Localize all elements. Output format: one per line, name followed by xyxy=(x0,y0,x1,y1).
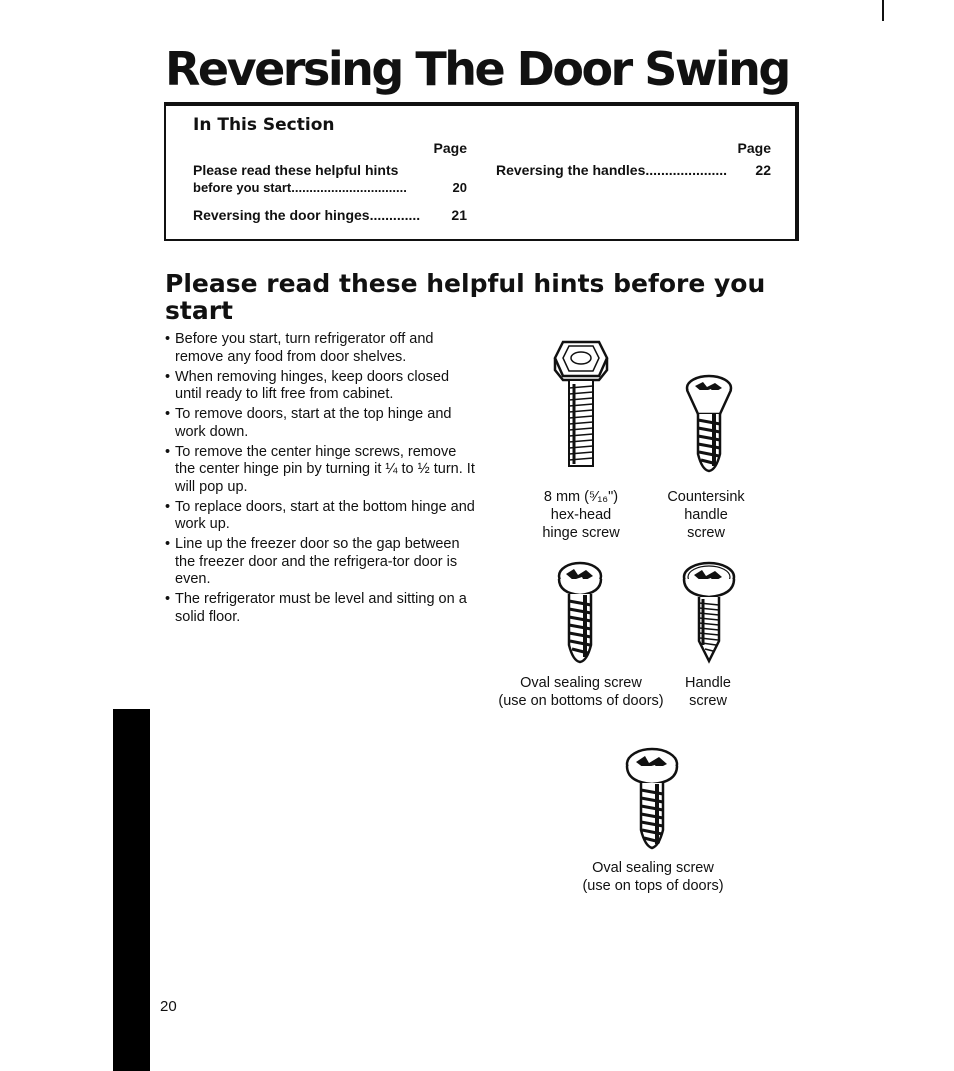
toc-entry-page: 20 xyxy=(452,180,467,195)
section-tab-bar xyxy=(113,709,150,1071)
toc-heading: In This Section xyxy=(193,115,335,135)
caption-line: 8 mm (⁵⁄₁₆") xyxy=(543,489,619,505)
caption-line: Oval sealing screw xyxy=(520,675,642,691)
oval-screw-top-caption xyxy=(563,859,743,895)
hint-item: • To remove doors, start at the top hinge and work down. xyxy=(165,406,475,441)
oval-sealing-screw-top-icon xyxy=(624,746,680,852)
caption-line: Oval sealing screw xyxy=(592,860,714,876)
caption-line: Handle xyxy=(685,675,731,691)
toc-entry-label: Reversing the door hinges xyxy=(193,207,370,223)
caption-line: handle xyxy=(684,507,728,523)
oval-screw-bottom-caption xyxy=(486,674,676,710)
in-this-section-box xyxy=(164,102,799,241)
toc-entry-label: Reversing the handles xyxy=(496,162,646,178)
toc-entry-hints[interactable] xyxy=(193,180,467,195)
handle-screw-caption xyxy=(670,674,746,710)
hint-item: • Line up the freezer door so the gap between the freezer door and the refrigera-tor door is even. xyxy=(165,536,475,589)
countersink-screw-caption xyxy=(650,488,762,542)
toc-entry-label: before you start xyxy=(193,180,292,195)
countersink-screw-icon xyxy=(684,374,734,474)
hints-list xyxy=(165,331,475,629)
toc-dot-leader: ................................ xyxy=(291,180,407,195)
toc-page-label-left: Page xyxy=(433,140,467,156)
toc-dot-leader: ............. xyxy=(369,207,421,223)
caption-line: hex-head xyxy=(550,507,612,523)
caption-line: screw xyxy=(687,525,725,541)
caption-line: hinge screw xyxy=(542,525,620,541)
page-edge-mark xyxy=(882,0,884,21)
caption-line: Countersink xyxy=(667,489,745,505)
hex-screw-caption xyxy=(521,488,641,542)
section-heading: Please read these helpful hints before you start xyxy=(165,269,766,325)
toc-page-label-right: Page xyxy=(737,140,771,156)
toc-entry-hinges[interactable] xyxy=(193,207,467,223)
oval-sealing-screw-bottom-icon xyxy=(555,561,605,665)
hint-item: • To remove the center hinge screws, remove the center hinge pin by turning it ¼ to ½ turn. It will pop up. xyxy=(165,444,475,497)
toc-entry-hints-line1: Please read these helpful hints xyxy=(193,162,399,178)
handle-screw-icon xyxy=(681,561,737,665)
hint-item: • When removing hinges, keep doors closed until ready to lift free from cabinet. xyxy=(165,369,475,404)
caption-line: (use on tops of doors) xyxy=(582,878,724,894)
caption-line: screw xyxy=(689,693,727,709)
toc-dot-leader: ..................... xyxy=(645,162,728,178)
hint-item: • The refrigerator must be level and sitting on a solid floor. xyxy=(165,591,475,626)
hint-item: • To replace doors, start at the bottom hinge and work up. xyxy=(165,499,475,534)
page-number: 20 xyxy=(160,998,177,1015)
toc-entry-page: 21 xyxy=(451,207,467,223)
toc-entry-handles[interactable] xyxy=(496,162,771,178)
hint-item: • Before you start, turn refrigerator off and remove any food from door shelves. xyxy=(165,331,475,366)
caption-line: (use on bottoms of doors) xyxy=(498,693,664,709)
page-title: Reversing The Door Swing xyxy=(165,42,789,96)
hex-head-screw-icon xyxy=(551,336,611,476)
toc-entry-page: 22 xyxy=(755,162,771,178)
